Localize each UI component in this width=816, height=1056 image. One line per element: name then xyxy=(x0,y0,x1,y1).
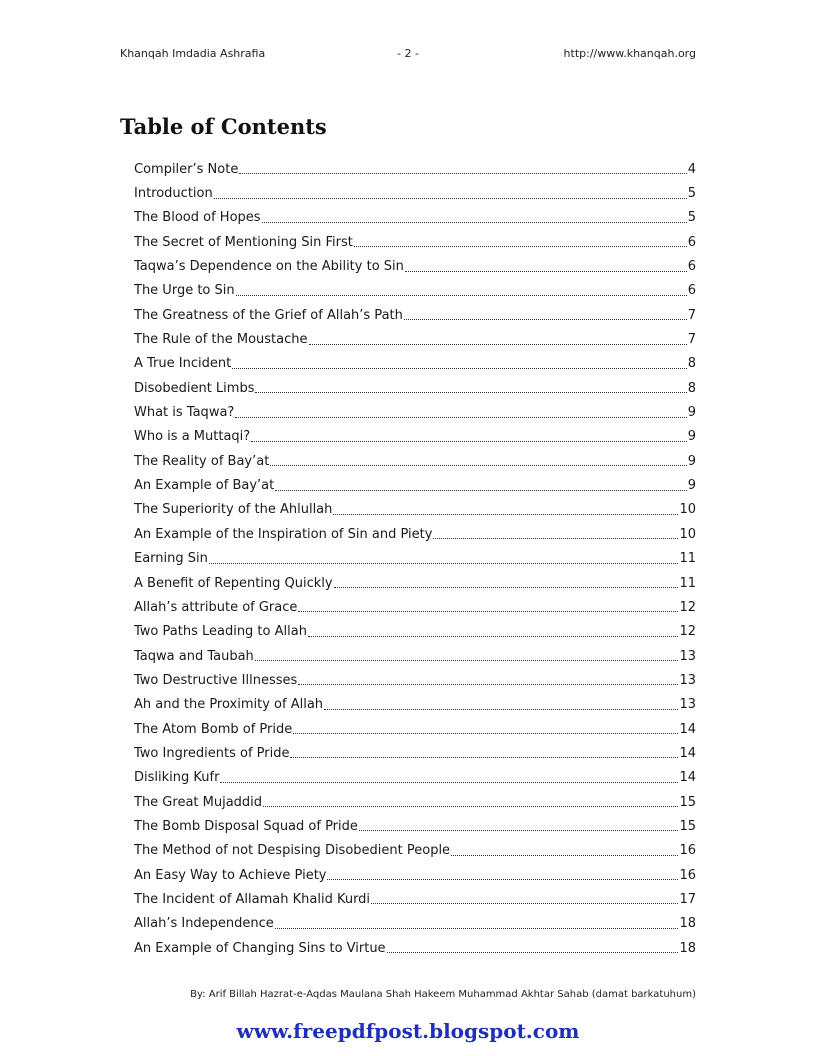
toc-entry-title: The Blood of Hopes xyxy=(134,210,261,226)
toc-list xyxy=(134,157,696,960)
toc-entry-title: A True Incident xyxy=(134,356,232,372)
dot-leader xyxy=(333,501,678,515)
toc-entry-page: 6 xyxy=(687,259,696,275)
toc-entry[interactable] xyxy=(134,498,696,522)
toc-entry-page: 16 xyxy=(679,867,696,883)
toc-entry[interactable] xyxy=(134,936,696,960)
dot-leader xyxy=(359,817,679,831)
dot-leader xyxy=(270,452,686,466)
dot-leader xyxy=(451,842,678,856)
dot-leader xyxy=(235,404,686,418)
toc-entry-title: An Easy Way to Achieve Piety xyxy=(134,867,327,883)
dot-leader xyxy=(262,209,687,223)
toc-entry-title: Taqwa’s Dependence on the Ability to Sin xyxy=(134,259,404,275)
toc-entry-title: Introduction xyxy=(134,186,213,202)
toc-entry[interactable] xyxy=(134,620,696,644)
toc-entry-page: 10 xyxy=(679,502,696,518)
author-byline: By: Arif Billah Hazrat-e-Aqdas Maulana Shah Hakeem Muhammad Akhtar Sahab (damat barkatuhum) xyxy=(190,989,696,1000)
toc-entry-page: 15 xyxy=(679,794,696,810)
dot-leader xyxy=(263,793,678,807)
toc-entry[interactable] xyxy=(134,157,696,181)
toc-entry[interactable] xyxy=(134,839,696,863)
toc-entry-page: 6 xyxy=(687,283,696,299)
toc-entry-title: Two Paths Leading to Allah xyxy=(134,624,307,640)
toc-entry-page: 14 xyxy=(679,770,696,786)
dot-leader xyxy=(324,696,678,710)
toc-entry-title: The Incident of Allamah Khalid Kurdi xyxy=(134,891,371,907)
dot-leader xyxy=(308,623,679,637)
toc-entry-title: Ah and the Proximity of Allah xyxy=(134,697,324,713)
dot-leader xyxy=(405,258,687,272)
toc-entry-page: 13 xyxy=(679,648,696,664)
toc-entry[interactable] xyxy=(134,863,696,887)
toc-entry[interactable] xyxy=(134,547,696,571)
dot-leader xyxy=(293,720,678,734)
toc-entry-page: 12 xyxy=(679,624,696,640)
dot-leader xyxy=(387,939,679,953)
toc-entry-title: An Example of the Inspiration of Sin and Piety xyxy=(134,526,433,542)
toc-entry-page: 8 xyxy=(687,380,696,396)
dot-leader xyxy=(290,744,678,758)
toc-entry-page: 12 xyxy=(679,599,696,615)
dot-leader xyxy=(209,550,679,564)
toc-entry[interactable] xyxy=(134,717,696,741)
toc-entry[interactable] xyxy=(134,425,696,449)
dot-leader xyxy=(239,160,686,174)
toc-entry-title: The Secret of Mentioning Sin First xyxy=(134,234,353,250)
toc-entry-page: 5 xyxy=(687,210,696,226)
toc-entry[interactable] xyxy=(134,254,696,278)
dot-leader xyxy=(236,282,687,296)
toc-entry-page: 14 xyxy=(679,721,696,737)
dot-leader xyxy=(298,598,678,612)
toc-entry-title: The Rule of the Moustache xyxy=(134,332,308,348)
toc-entry-title: What is Taqwa? xyxy=(134,405,235,421)
toc-entry-title: The Atom Bomb of Pride xyxy=(134,721,293,737)
toc-entry[interactable] xyxy=(134,352,696,376)
toc-entry-page: 16 xyxy=(679,843,696,859)
dot-leader xyxy=(298,671,678,685)
toc-entry-page: 9 xyxy=(687,478,696,494)
dot-leader xyxy=(220,769,678,783)
header-site-name: Khanqah Imdadia Ashrafia xyxy=(120,47,266,60)
toc-entry-page: 18 xyxy=(679,916,696,932)
toc-entry-title: Allah’s Independence xyxy=(134,916,274,932)
header-url: http://www.khanqah.org xyxy=(563,47,696,60)
toc-entry[interactable] xyxy=(134,887,696,911)
toc-entry[interactable] xyxy=(134,790,696,814)
toc-entry-title: The Great Mujaddid xyxy=(134,794,263,810)
toc-entry-page: 14 xyxy=(679,745,696,761)
dot-leader xyxy=(309,331,687,345)
toc-entry-title: Two Ingredients of Pride xyxy=(134,745,290,761)
toc-entry-page: 13 xyxy=(679,672,696,688)
toc-entry-page: 5 xyxy=(687,186,696,202)
dot-leader xyxy=(275,477,686,491)
toc-entry-title: An Example of Changing Sins to Virtue xyxy=(134,940,386,956)
toc-entry-title: The Bomb Disposal Squad of Pride xyxy=(134,818,358,834)
toc-entry-title: Disliking Kufr xyxy=(134,770,220,786)
toc-entry-title: Who is a Muttaqi? xyxy=(134,429,251,445)
toc-entry-page: 6 xyxy=(687,234,696,250)
toc-entry[interactable] xyxy=(134,449,696,473)
toc-entry[interactable] xyxy=(134,230,696,254)
toc-entry-page: 15 xyxy=(679,818,696,834)
toc-entry-page: 11 xyxy=(679,575,696,591)
toc-entry[interactable] xyxy=(134,376,696,400)
toc-entry-title: The Superiority of the Ahlullah xyxy=(134,502,333,518)
toc-entry[interactable] xyxy=(134,473,696,497)
dot-leader xyxy=(433,525,678,539)
dot-leader xyxy=(255,379,686,393)
dot-leader xyxy=(334,574,679,588)
toc-entry[interactable] xyxy=(134,741,696,765)
toc-entry-page: 13 xyxy=(679,697,696,713)
dot-leader xyxy=(354,233,687,247)
toc-entry[interactable] xyxy=(134,595,696,619)
toc-entry[interactable] xyxy=(134,327,696,351)
toc-entry-page: 17 xyxy=(679,891,696,907)
header-page-number: - 2 - xyxy=(397,47,419,60)
toc-entry[interactable] xyxy=(134,206,696,230)
toc-entry-title: The Method of not Despising Disobedient People xyxy=(134,843,451,859)
toc-entry-page: 18 xyxy=(679,940,696,956)
toc-entry[interactable] xyxy=(134,181,696,205)
toc-entry-page: 4 xyxy=(687,161,696,177)
toc-entry-title: A Benefit of Repenting Quickly xyxy=(134,575,333,591)
toc-entry[interactable] xyxy=(134,693,696,717)
toc-entry-title: Allah’s attribute of Grace xyxy=(134,599,298,615)
toc-entry[interactable] xyxy=(134,644,696,668)
dot-leader xyxy=(255,647,679,661)
toc-entry-page: 8 xyxy=(687,356,696,372)
page-header xyxy=(120,47,696,63)
toc-entry[interactable] xyxy=(134,303,696,327)
toc-entry[interactable] xyxy=(134,522,696,546)
toc-entry-title: Compiler’s Note xyxy=(134,161,239,177)
toc-entry-title: The Greatness of the Grief of Allah’s Path xyxy=(134,307,403,323)
dot-leader xyxy=(404,306,687,320)
toc-entry[interactable] xyxy=(134,912,696,936)
dot-leader xyxy=(371,890,678,904)
toc-entry-page: 9 xyxy=(687,429,696,445)
watermark-url: www.freepdfpost.blogspot.com xyxy=(236,1019,580,1043)
toc-entry-title: Earning Sin xyxy=(134,551,208,567)
toc-entry[interactable] xyxy=(134,571,696,595)
toc-entry-page: 11 xyxy=(679,551,696,567)
dot-leader xyxy=(232,355,687,369)
dot-leader xyxy=(327,866,678,880)
toc-entry-page: 9 xyxy=(687,453,696,469)
toc-entry-page: 10 xyxy=(679,526,696,542)
dot-leader xyxy=(214,185,687,199)
toc-entry[interactable] xyxy=(134,400,696,424)
toc-entry-page: 7 xyxy=(687,307,696,323)
toc-entry-title: Two Destructive Illnesses xyxy=(134,672,298,688)
dot-leader xyxy=(275,915,679,929)
toc-entry-title: Disobedient Limbs xyxy=(134,380,255,396)
toc-entry-title: The Urge to Sin xyxy=(134,283,235,299)
dot-leader xyxy=(251,428,687,442)
toc-entry[interactable] xyxy=(134,814,696,838)
toc-entry-title: Taqwa and Taubah xyxy=(134,648,254,664)
toc-entry[interactable] xyxy=(134,668,696,692)
toc-entry-title: An Example of Bay’at xyxy=(134,478,275,494)
toc-entry-title: The Reality of Bay’at xyxy=(134,453,270,469)
toc-entry-page: 7 xyxy=(687,332,696,348)
toc-title: Table of Contents xyxy=(120,114,327,139)
toc-entry[interactable] xyxy=(134,279,696,303)
toc-entry-page: 9 xyxy=(687,405,696,421)
toc-entry[interactable] xyxy=(134,766,696,790)
